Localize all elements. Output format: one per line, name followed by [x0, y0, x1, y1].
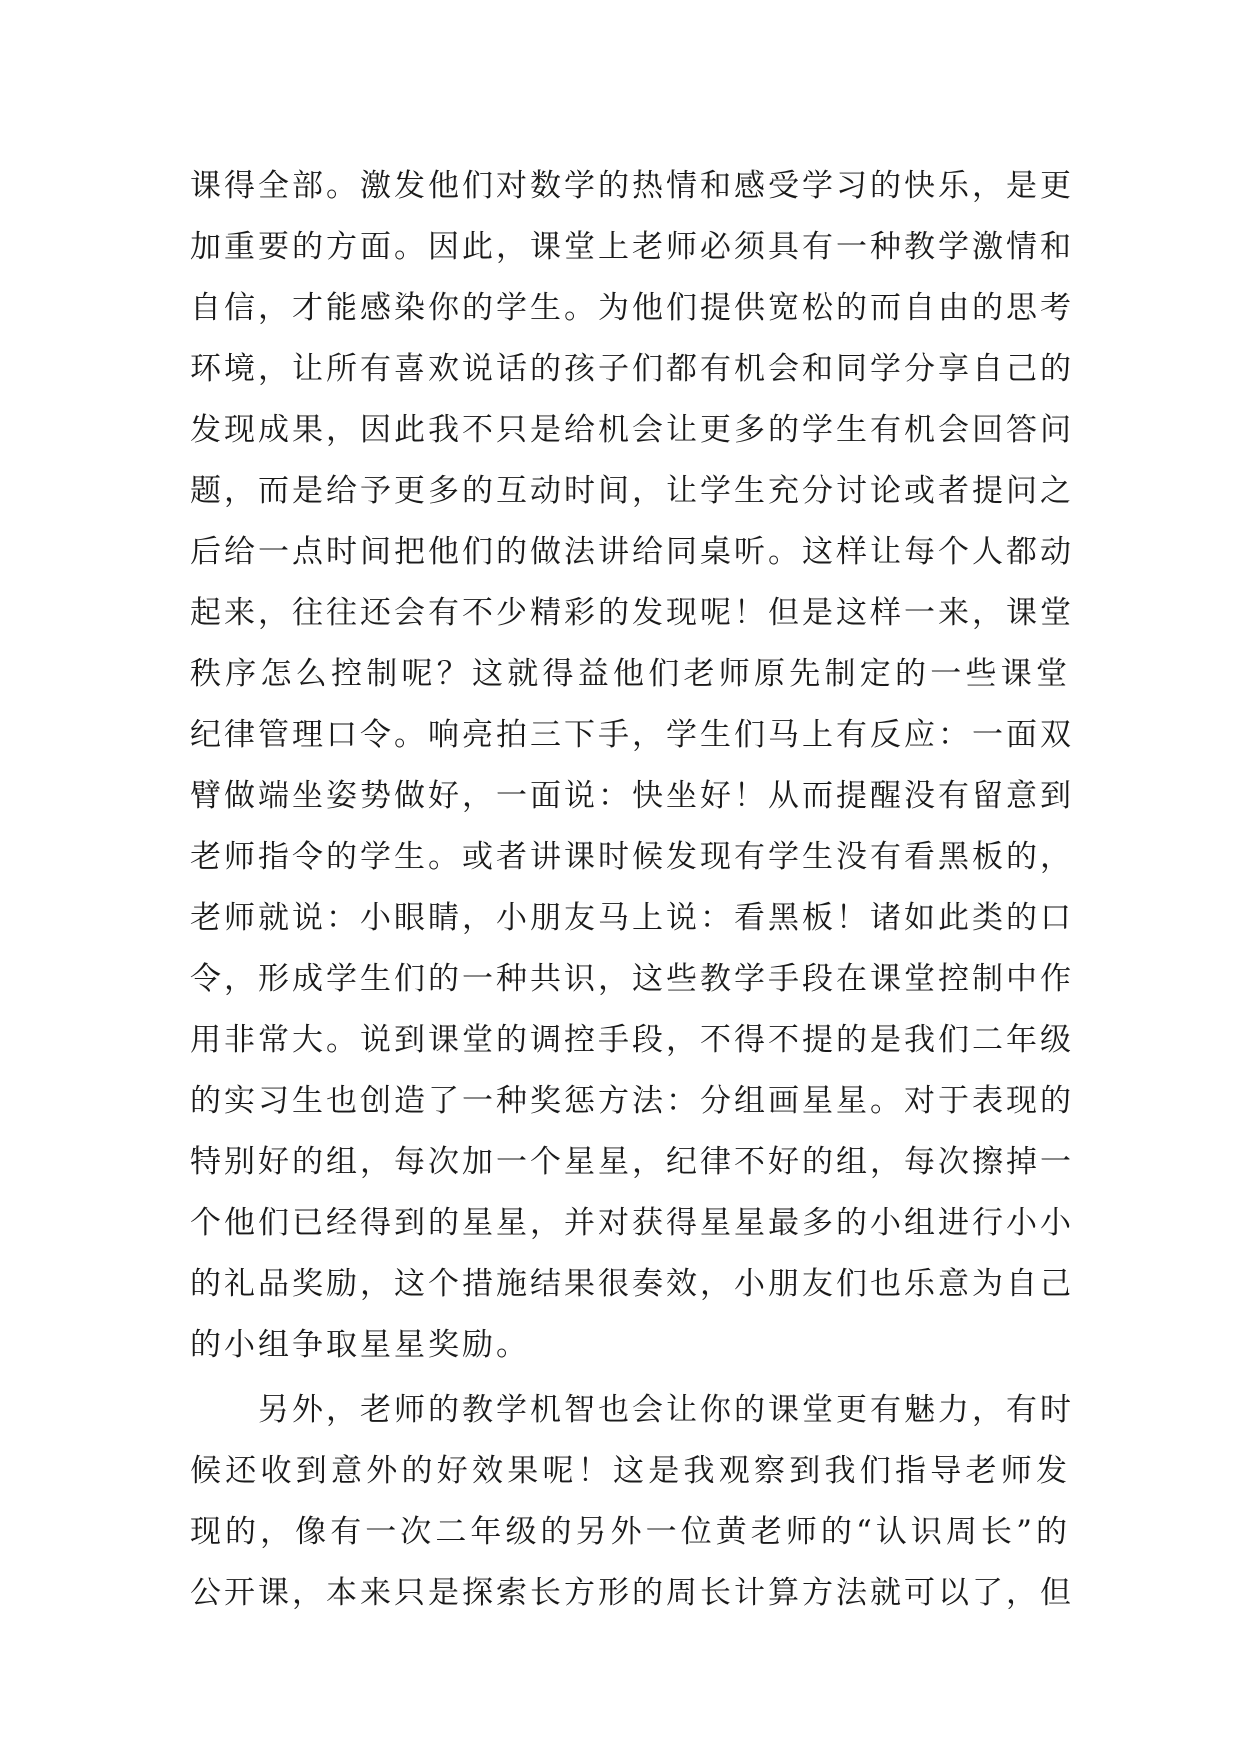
text-line: 环境，让所有喜欢说话的孩子们都有机会和同学分享自己的 — [190, 351, 1074, 387]
text-line: 用非常大。说到课堂的调控手段，不得不提的是我们二年级 — [190, 1022, 1074, 1058]
paragraph-2 — [190, 1380, 1074, 1624]
text-line: 臂做端坐姿势做好，一面说：快坐好！从而提醒没有留意到 — [190, 778, 1074, 814]
text-line: 公开课，本来只是探索长方形的周长计算方法就可以了，但 — [190, 1575, 1074, 1611]
text-line: 的小组争取星星奖励。 — [190, 1327, 530, 1363]
text-line: 特别好的组，每次加一个星星，纪律不好的组，每次擦掉一 — [190, 1144, 1074, 1180]
text-line: 纪律管理口令。响亮拍三下手，学生们马上有反应：一面双 — [190, 717, 1074, 753]
text-line: 令，形成学生们的一种共识，这些教学手段在课堂控制中作 — [190, 961, 1074, 997]
text-line: 另外，老师的教学机智也会让你的课堂更有魅力，有时 — [190, 1392, 1074, 1428]
text-line: 候还收到意外的好效果呢！这是我观察到我们指导老师发 — [190, 1453, 1070, 1489]
text-line: 秩序怎么控制呢？这就得益他们老师原先制定的一些课堂 — [190, 656, 1070, 692]
text-line: 现的，像有一次二年级的另外一位黄老师的“认识周长”的 — [190, 1514, 1070, 1550]
body-text — [190, 156, 1074, 1624]
text-line: 后给一点时间把他们的做法讲给同桌听。这样让每个人都动 — [190, 534, 1074, 570]
text-line: 发现成果，因此我不只是给机会让更多的学生有机会回答问 — [190, 412, 1074, 448]
text-line: 老师就说：小眼睛，小朋友马上说：看黑板！诸如此类的口 — [190, 900, 1074, 936]
text-line: 的实习生也创造了一种奖惩方法：分组画星星。对于表现的 — [190, 1083, 1074, 1119]
text-line: 个他们已经得到的星星，并对获得星星最多的小组进行小小 — [190, 1205, 1074, 1241]
text-line: 的礼品奖励，这个措施结果很奏效，小朋友们也乐意为自己 — [190, 1266, 1074, 1302]
text-line: 老师指令的学生。或者讲课时候发现有学生没有看黑板的， — [190, 839, 1074, 875]
paragraph-1 — [190, 156, 1074, 1376]
text-line: 题，而是给予更多的互动时间，让学生充分讨论或者提问之 — [190, 473, 1074, 509]
text-line: 加重要的方面。因此，课堂上老师必须具有一种教学激情和 — [190, 229, 1074, 265]
text-line: 起来，往往还会有不少精彩的发现呢！但是这样一来，课堂 — [190, 595, 1074, 631]
text-line: 自信，才能感染你的学生。为他们提供宽松的而自由的思考 — [190, 290, 1074, 326]
text-line: 课得全部。激发他们对数学的热情和感受学习的快乐，是更 — [190, 168, 1074, 204]
